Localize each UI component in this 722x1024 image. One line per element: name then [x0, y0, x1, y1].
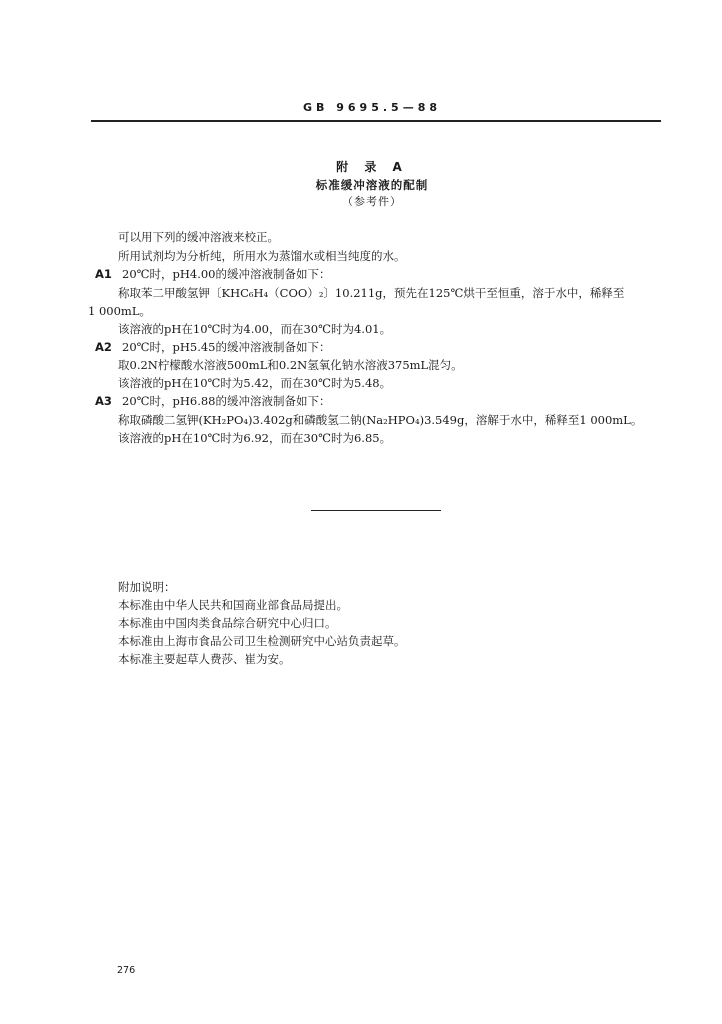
intro-line: 可以用下列的缓冲溶液来校正。: [118, 230, 279, 244]
section-line: 1 000mL。: [88, 304, 151, 318]
section-label-a2: A2: [95, 340, 112, 354]
section-heading-a2: 20℃时，pH5.45的缓冲溶液制备如下：: [122, 340, 331, 354]
section-label-a3: A3: [95, 394, 112, 408]
section-label-a1: A1: [95, 267, 112, 281]
section-line: 称取苯二甲酸氢钾〔KHC₆H₄（COO）₂〕10.211g，预先在125℃烘干至恒重，溶于水中，稀释至: [118, 286, 625, 300]
end-rule: [311, 510, 441, 511]
appendix-note: （参考件）: [342, 195, 402, 208]
additional-line: 本标准由上海市食品公司卫生检测研究中心站负责起草。: [118, 634, 406, 648]
additional-line: 本标准由中华人民共和国商业部食品局提出。: [118, 598, 348, 612]
section-line: 该溶液的pH在10℃时为6.92，而在30℃时为6.85。: [118, 431, 392, 445]
additional-line: 本标准由中国肉类食品综合研究中心归口。: [118, 616, 337, 630]
section-heading-a1: 20℃时，pH4.00的缓冲溶液制备如下：: [122, 267, 331, 281]
header-rule: [91, 120, 661, 122]
section-heading-a3: 20℃时，pH6.88的缓冲溶液制备如下：: [122, 394, 331, 408]
additional-line: 本标准主要起草人费莎、崔为安。: [118, 652, 291, 666]
standard-code: GB 9695.5—88: [303, 101, 441, 114]
page-number: 276: [117, 965, 136, 976]
section-line: 该溶液的pH在10℃时为5.42，而在30℃时为5.48。: [118, 376, 392, 390]
appendix-label: 附 录 A: [336, 160, 408, 174]
section-line: 该溶液的pH在10℃时为4.00，而在30℃时为4.01。: [118, 322, 392, 336]
additional-title: 附加说明：: [118, 580, 176, 594]
intro-line: 所用试剂均为分析纯，所用水为蒸馏水或相当纯度的水。: [118, 249, 406, 263]
section-line: 取0.2N柠檬酸水溶液500mL和0.2N氢氧化钠水溶液375mL混匀。: [118, 358, 463, 372]
section-line: 称取磷酸二氢钾(KH₂PO₄)3.402g和磷酸氢二钠(Na₂HPO₄)3.549g，溶解于水中，稀释至1 000mL。: [118, 413, 643, 427]
appendix-title: 标准缓冲溶液的配制: [315, 178, 429, 192]
